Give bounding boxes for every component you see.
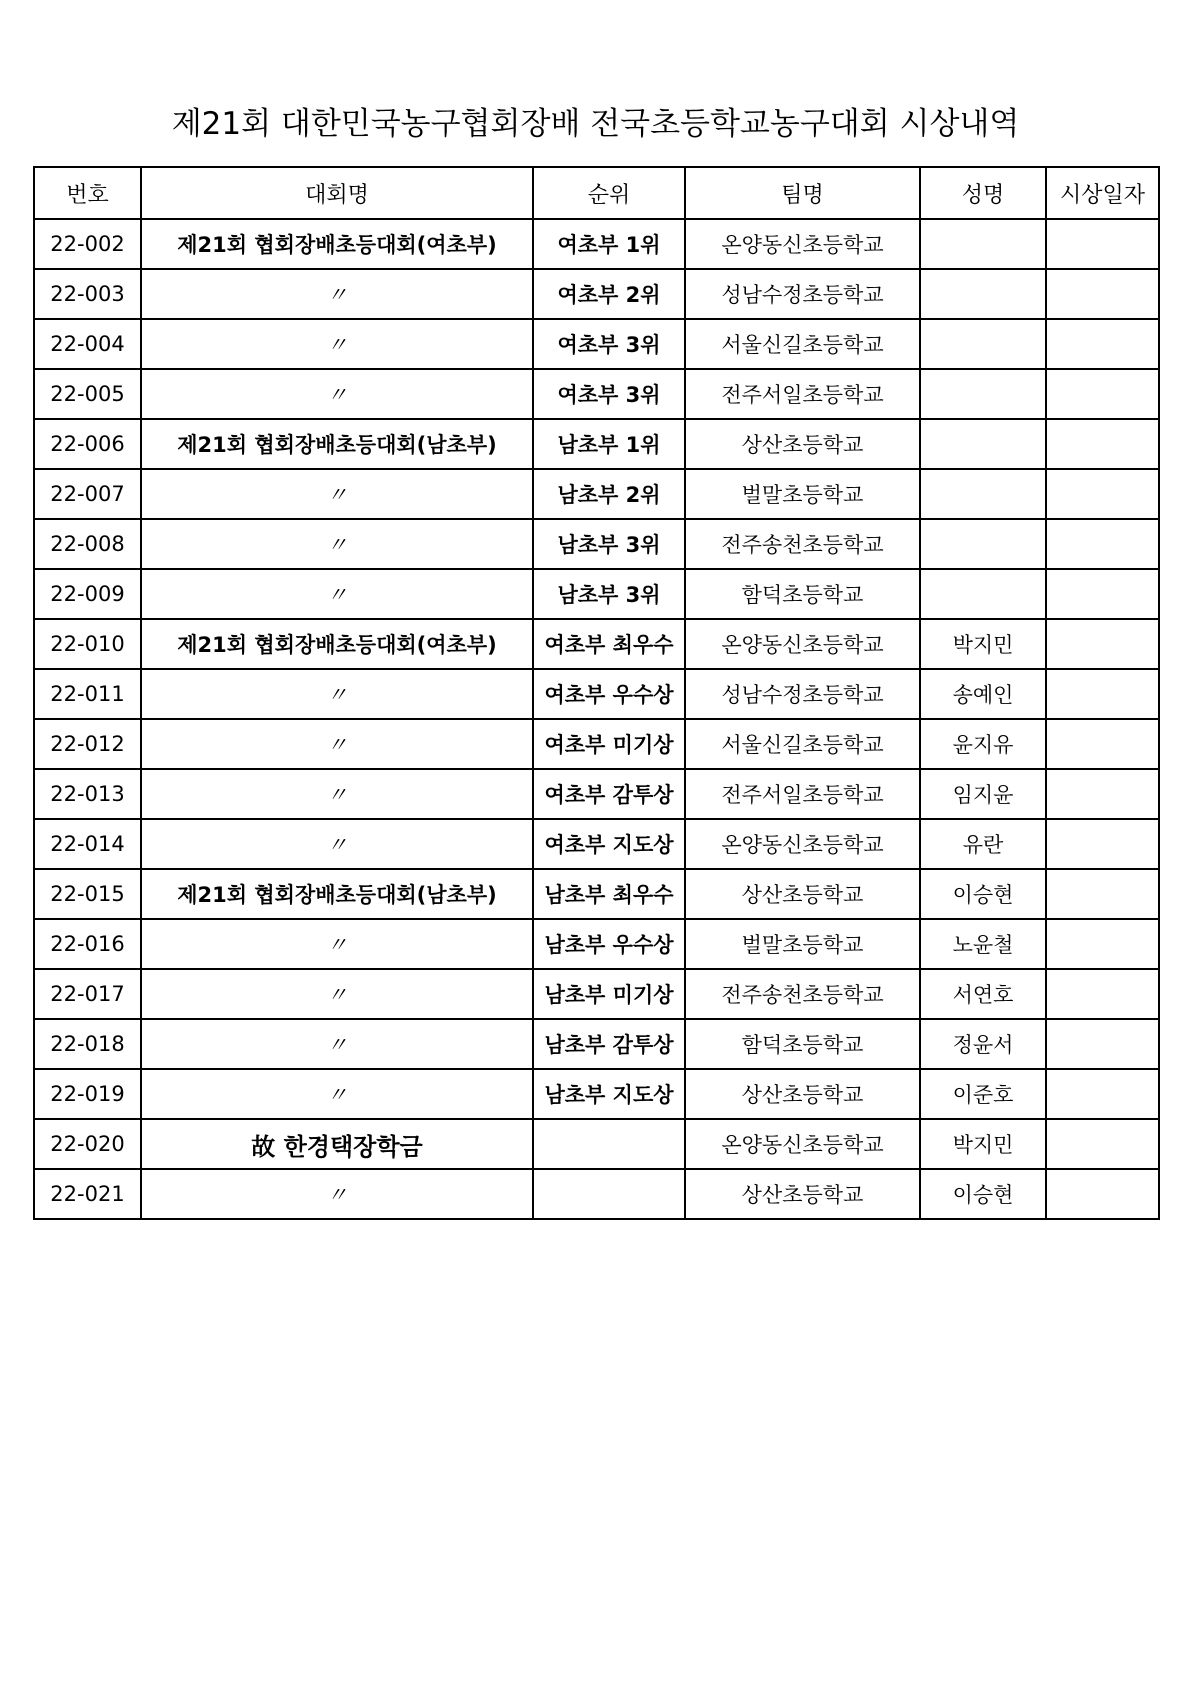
cell-name (920, 569, 1046, 619)
cell-date (1046, 469, 1159, 519)
cell-event: 〃 (141, 719, 533, 769)
cell-event: 제21회 협회장배초등대회(여초부) (141, 619, 533, 669)
cell-number: 22-006 (34, 419, 141, 469)
cell-date (1046, 969, 1159, 1019)
header-number: 번호 (34, 167, 141, 219)
cell-number: 22-003 (34, 269, 141, 319)
cell-name (920, 269, 1046, 319)
table-row (34, 719, 1159, 769)
cell-event: 〃 (141, 319, 533, 369)
cell-rank: 여초부 3위 (533, 369, 685, 419)
cell-date (1046, 219, 1159, 269)
cell-team: 전주서일초등학교 (685, 769, 920, 819)
cell-team: 벌말초등학교 (685, 469, 920, 519)
cell-number: 22-012 (34, 719, 141, 769)
cell-date (1046, 1019, 1159, 1069)
cell-rank: 남초부 감투상 (533, 1019, 685, 1069)
cell-rank: 여초부 3위 (533, 319, 685, 369)
cell-number: 22-004 (34, 319, 141, 369)
cell-date (1046, 769, 1159, 819)
cell-number: 22-009 (34, 569, 141, 619)
cell-date (1046, 719, 1159, 769)
header-event: 대회명 (141, 167, 533, 219)
table-row (34, 219, 1159, 269)
header-date: 시상일자 (1046, 167, 1159, 219)
cell-number: 22-007 (34, 469, 141, 519)
cell-date (1046, 569, 1159, 619)
cell-team: 벌말초등학교 (685, 919, 920, 969)
cell-date (1046, 519, 1159, 569)
cell-team: 상산초등학교 (685, 869, 920, 919)
cell-number: 22-002 (34, 219, 141, 269)
cell-name: 송예인 (920, 669, 1046, 719)
cell-name (920, 319, 1046, 369)
cell-event: 〃 (141, 1019, 533, 1069)
table-row (34, 419, 1159, 469)
table-row (34, 269, 1159, 319)
table-row (34, 369, 1159, 419)
cell-event: 〃 (141, 519, 533, 569)
cell-event: 故 한경택장학금 (141, 1119, 533, 1169)
cell-number: 22-011 (34, 669, 141, 719)
cell-number: 22-018 (34, 1019, 141, 1069)
cell-rank: 여초부 감투상 (533, 769, 685, 819)
cell-date (1046, 869, 1159, 919)
cell-team: 서울신길초등학교 (685, 719, 920, 769)
cell-name: 윤지유 (920, 719, 1046, 769)
cell-team: 함덕초등학교 (685, 569, 920, 619)
cell-rank: 여초부 우수상 (533, 669, 685, 719)
table-row (34, 469, 1159, 519)
cell-number: 22-005 (34, 369, 141, 419)
cell-event: 제21회 협회장배초등대회(여초부) (141, 219, 533, 269)
cell-date (1046, 369, 1159, 419)
cell-team: 상산초등학교 (685, 1169, 920, 1219)
header-name: 성명 (920, 167, 1046, 219)
cell-name: 노윤철 (920, 919, 1046, 969)
cell-team: 함덕초등학교 (685, 1019, 920, 1069)
cell-rank: 남초부 3위 (533, 569, 685, 619)
cell-rank: 남초부 3위 (533, 519, 685, 569)
cell-event: 〃 (141, 919, 533, 969)
cell-date (1046, 319, 1159, 369)
cell-event: 〃 (141, 819, 533, 869)
cell-team: 전주송천초등학교 (685, 519, 920, 569)
cell-team: 상산초등학교 (685, 1069, 920, 1119)
table-row (34, 1019, 1159, 1069)
awards-table (33, 166, 1160, 1220)
cell-team: 온양동신초등학교 (685, 219, 920, 269)
cell-name: 이승현 (920, 869, 1046, 919)
cell-name: 이승현 (920, 1169, 1046, 1219)
table-row (34, 1119, 1159, 1169)
cell-team: 온양동신초등학교 (685, 1119, 920, 1169)
cell-number: 22-020 (34, 1119, 141, 1169)
cell-number: 22-017 (34, 969, 141, 1019)
cell-event: 〃 (141, 969, 533, 1019)
cell-name: 서연호 (920, 969, 1046, 1019)
cell-number: 22-010 (34, 619, 141, 669)
table-row (34, 619, 1159, 669)
page-title: 제21회 대한민국농구협회장배 전국초등학교농구대회 시상내역 (171, 106, 1020, 142)
cell-event: 〃 (141, 269, 533, 319)
cell-name: 이준호 (920, 1069, 1046, 1119)
table-row (34, 1069, 1159, 1119)
cell-number: 22-015 (34, 869, 141, 919)
cell-event: 〃 (141, 469, 533, 519)
cell-date (1046, 1169, 1159, 1219)
cell-name: 임지윤 (920, 769, 1046, 819)
cell-name: 박지민 (920, 1119, 1046, 1169)
cell-date (1046, 269, 1159, 319)
cell-event: 제21회 협회장배초등대회(남초부) (141, 869, 533, 919)
cell-event: 〃 (141, 1169, 533, 1219)
cell-rank: 여초부 지도상 (533, 819, 685, 869)
cell-name (920, 219, 1046, 269)
cell-date (1046, 619, 1159, 669)
cell-team: 성남수정초등학교 (685, 669, 920, 719)
cell-team: 상산초등학교 (685, 419, 920, 469)
cell-event: 〃 (141, 669, 533, 719)
table-row (34, 769, 1159, 819)
table-row (34, 869, 1159, 919)
cell-number: 22-008 (34, 519, 141, 569)
cell-team: 전주서일초등학교 (685, 369, 920, 419)
cell-rank (533, 1119, 685, 1169)
table-row (34, 819, 1159, 869)
cell-date (1046, 419, 1159, 469)
cell-rank: 남초부 최우수 (533, 869, 685, 919)
cell-event: 〃 (141, 569, 533, 619)
table-row (34, 919, 1159, 969)
cell-rank: 여초부 2위 (533, 269, 685, 319)
table-row (34, 569, 1159, 619)
cell-name (920, 519, 1046, 569)
cell-number: 22-016 (34, 919, 141, 969)
cell-event: 제21회 협회장배초등대회(남초부) (141, 419, 533, 469)
cell-event: 〃 (141, 769, 533, 819)
cell-rank: 남초부 우수상 (533, 919, 685, 969)
cell-date (1046, 919, 1159, 969)
header-team: 팀명 (685, 167, 920, 219)
table-row (34, 319, 1159, 369)
cell-date (1046, 1069, 1159, 1119)
cell-event: 〃 (141, 369, 533, 419)
cell-name (920, 369, 1046, 419)
table-row (34, 519, 1159, 569)
header-row (34, 167, 1159, 219)
cell-rank: 여초부 미기상 (533, 719, 685, 769)
cell-rank: 남초부 지도상 (533, 1069, 685, 1119)
table-row (34, 1169, 1159, 1219)
cell-name (920, 469, 1046, 519)
cell-team: 온양동신초등학교 (685, 819, 920, 869)
cell-name: 정윤서 (920, 1019, 1046, 1069)
cell-team: 서울신길초등학교 (685, 319, 920, 369)
cell-date (1046, 669, 1159, 719)
cell-number: 22-019 (34, 1069, 141, 1119)
header-rank: 순위 (533, 167, 685, 219)
cell-name (920, 419, 1046, 469)
cell-name: 유란 (920, 819, 1046, 869)
cell-number: 22-014 (34, 819, 141, 869)
cell-number: 22-021 (34, 1169, 141, 1219)
cell-event: 〃 (141, 1069, 533, 1119)
cell-date (1046, 819, 1159, 869)
cell-rank: 여초부 1위 (533, 219, 685, 269)
table-row (34, 669, 1159, 719)
cell-team: 온양동신초등학교 (685, 619, 920, 669)
cell-rank: 남초부 1위 (533, 419, 685, 469)
cell-team: 성남수정초등학교 (685, 269, 920, 319)
table-body (34, 219, 1159, 1219)
cell-rank: 남초부 2위 (533, 469, 685, 519)
cell-rank (533, 1169, 685, 1219)
cell-name: 박지민 (920, 619, 1046, 669)
cell-date (1046, 1119, 1159, 1169)
table-row (34, 969, 1159, 1019)
cell-team: 전주송천초등학교 (685, 969, 920, 1019)
cell-rank: 여초부 최우수 (533, 619, 685, 669)
cell-rank: 남초부 미기상 (533, 969, 685, 1019)
cell-number: 22-013 (34, 769, 141, 819)
